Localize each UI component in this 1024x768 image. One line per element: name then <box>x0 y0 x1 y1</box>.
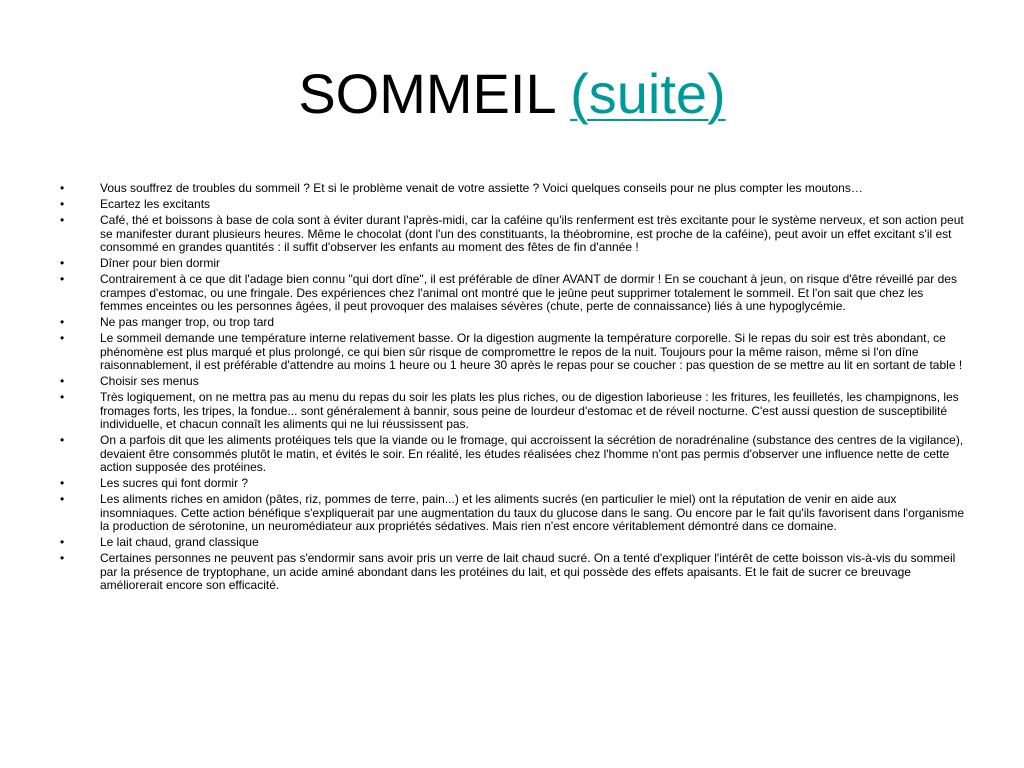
list-item-text: Les sucres qui font dormir ? <box>100 476 249 490</box>
bullet-icon: • <box>60 492 65 506</box>
bullet-icon: • <box>60 256 65 270</box>
bullet-icon: • <box>60 331 65 345</box>
list-item-text: Café, thé et boissons à base de cola sont à éviter durant l'après-midi, car la caféine qu'ils renferment est très excitante pour le système nerveux, et son action peut se manifester durant plusieurs heures. Même le chocolat (dont l'un des constituants, la théobromine, est proche de la caféine), peut avoir un effet excitant s'il est consommé en grandes quantités : il suffit d'observer les enfants au moment des fêtes de fin d'année ! <box>100 213 964 254</box>
bullet-icon: • <box>60 315 65 329</box>
list-item <box>60 198 965 212</box>
list-item <box>60 391 965 432</box>
list-item <box>60 477 965 491</box>
list-item-text: Dîner pour bien dormir <box>100 256 221 270</box>
list-item <box>60 332 965 373</box>
bullet-icon: • <box>60 197 65 211</box>
page-title <box>0 62 1024 126</box>
list-item <box>60 536 965 550</box>
bullet-icon: • <box>60 476 65 490</box>
bullet-icon: • <box>60 535 65 549</box>
list-item <box>60 257 965 271</box>
list-item-text: Contrairement à ce que dit l'adage bien connu "qui dort dîne", il est préférable de dîner AVANT de dormir ! En se couchant à jeun, on risque d'être réveillé par des crampes d'estomac, ou une fringale. Des expériences chez l'animal ont montré que le jeûne peut supprimer totalement le sommeil. Et l'on sait que chez les femmes enceintes ou les personnes âgées, il peut provoquer des malaises sévères (chute, perte de connaissance) liés à une hypoglycémie. <box>100 272 957 313</box>
list-item <box>60 316 965 330</box>
list-item-text: Choisir ses menus <box>100 374 199 388</box>
list-item-text: Très logiquement, on ne mettra pas au menu du repas du soir les plats les plus riches, ou de digestion laborieuse : les fritures, les feuilletés, les champignons, les fromages forts, les tripes, la fondue... sont généralement à bannir, sous peine de lourdeur d'estomac et de réveil nocturne. C'est aussi question de susceptibilité individuelle, et chacun connaît les aliments qui ne lui réussissent pas. <box>100 390 959 431</box>
bullet-list <box>60 182 965 595</box>
bullet-icon: • <box>60 181 65 195</box>
bullet-icon: • <box>60 374 65 388</box>
bullet-icon: • <box>60 390 65 404</box>
list-item-text: Le lait chaud, grand classique <box>100 535 259 549</box>
list-item-text: Ne pas manger trop, ou trop tard <box>100 315 275 329</box>
title-link-suite[interactable]: (suite) <box>570 62 726 125</box>
list-item <box>60 375 965 389</box>
list-item-text: Certaines personnes ne peuvent pas s'endormir sans avoir pris un verre de lait chaud sucré. On a tenté d'expliquer l'intérêt de cette boisson vis-à-vis du sommeil par la présence de tryptophane, un acide aminé abondant dans les protéines du lait, et qui possède des effets apaisants. Et le fait de sucrer ce breuvage améliorerait encore son efficacité. <box>100 551 956 592</box>
list-item <box>60 493 965 534</box>
list-item-text: Vous souffrez de troubles du sommeil ? Et si le problème venait de votre assiette ? Voici quelques conseils pour ne plus compter les moutons… <box>100 181 863 195</box>
bullet-icon: • <box>60 213 65 227</box>
bullet-icon: • <box>60 272 65 286</box>
list-item <box>60 273 965 314</box>
list-item-text: Les aliments riches en amidon (pâtes, riz, pommes de terre, pain...) et les aliments sucrés (en particulier le miel) ont la réputation de venir en aide aux insomniaques. Cette action bénéfique s'expliquerait par une augmentation du taux du glucose dans le sang. Ou encore par le fait qu'ils favorisent dans l'organisme la production de sérotonine, un neuromédiateur aux propriétés sédatives. Mais rien n'est encore véritablement démontré dans ce domaine. <box>100 492 965 533</box>
title-text: SOMMEIL <box>298 62 555 125</box>
list-item <box>60 434 965 475</box>
list-item-text: Le sommeil demande une température interne relativement basse. Or la digestion augmente la température corporelle. Si le repas du soir est très abondant, ce phénomène est plus marqué et plus prolongé, ce qui bien sûr risque de compromettre le repos de la nuit. Toujours pour la même raison, même si l'on dîne raisonnablement, il est préférable d'attendre au moins 1 heure ou 1 heure 30 après le repas pour se coucher : pas question de se mettre au lit en sortant de table ! <box>100 331 963 372</box>
list-item-text: On a parfois dit que les aliments protéiques tels que la viande ou le fromage, qui accroissent la sécrétion de noradrénaline (substance des centres de la vigilance), devaient être consommés plutôt le matin, et évités le soir. En réalité, les études réalisées chez l'homme n'ont pas permis d'observer une influence nette de cette action supposée des protéines. <box>100 433 964 474</box>
bullet-icon: • <box>60 551 65 565</box>
list-item <box>60 214 965 255</box>
list-item <box>60 182 965 196</box>
list-item-text: Ecartez les excitants <box>100 197 211 211</box>
list-item <box>60 552 965 593</box>
bullet-icon: • <box>60 433 65 447</box>
